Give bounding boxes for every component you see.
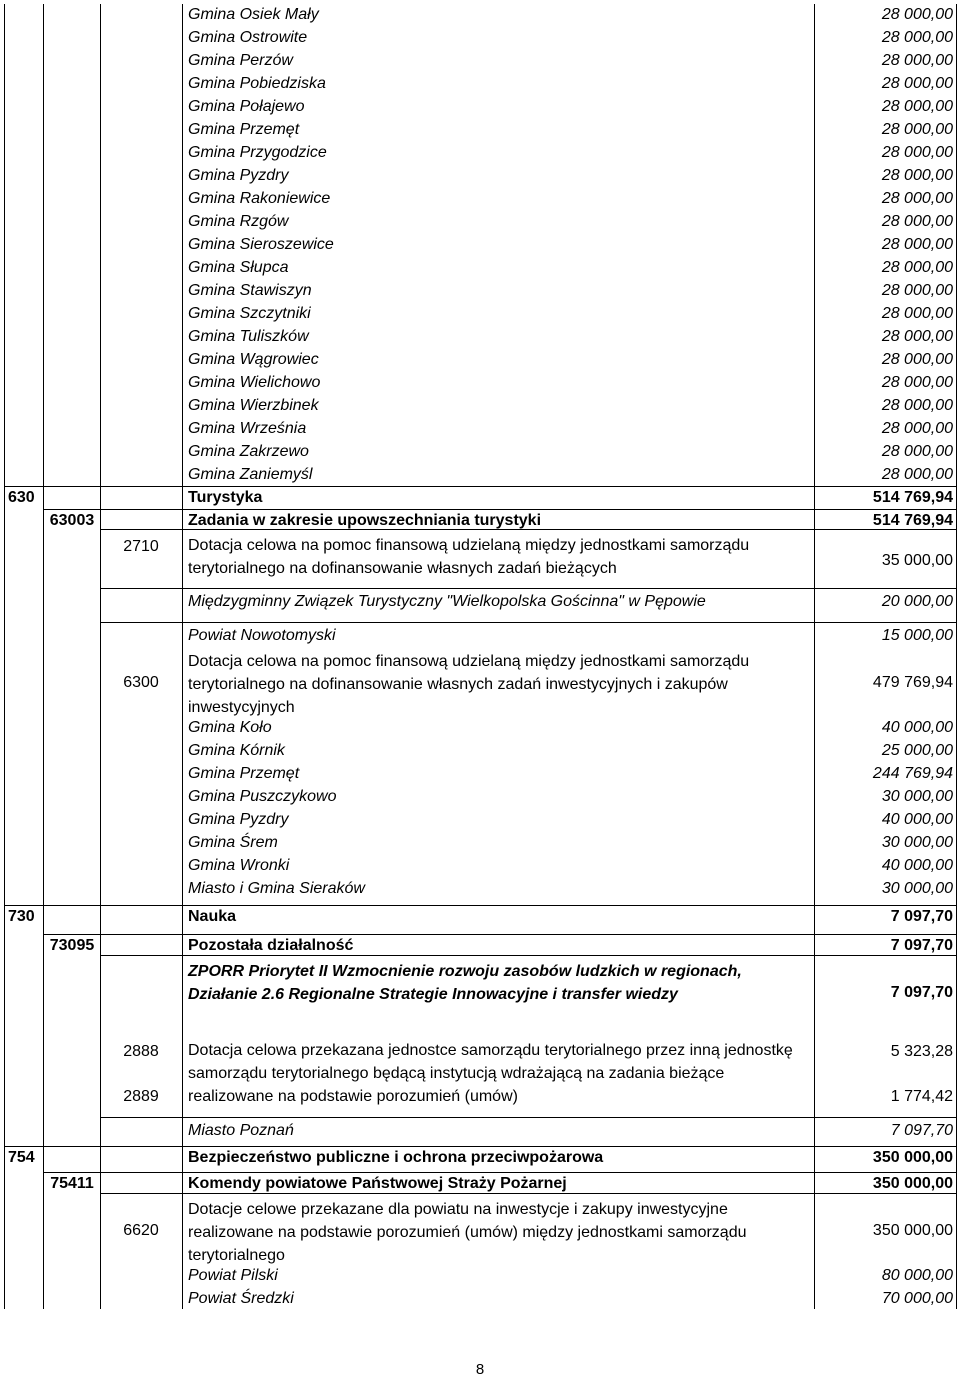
item-amount: 479 769,94: [872, 674, 953, 691]
item-name: Gmina Koło: [188, 719, 272, 736]
rozdzial-code: 73095: [49, 937, 95, 954]
item-amount: 28 000,00: [881, 236, 953, 253]
item-amount: 28 000,00: [881, 397, 953, 414]
item-amount: 28 000,00: [881, 351, 953, 368]
table-border-left: [4, 4, 5, 1309]
item-name: Gmina Ostrowite: [188, 29, 308, 46]
item-amount: 70 000,00: [881, 1290, 953, 1307]
paragraph-divider: [100, 1117, 956, 1118]
item-name: Gmina Zakrzewo: [188, 443, 309, 460]
item-name: Powiat Pilski: [188, 1267, 278, 1284]
item-name: Zadania w zakresie upowszechniania turystyki: [188, 512, 542, 529]
paragraf-code: 2710: [123, 538, 159, 555]
paragraf-code: 2888: [123, 1043, 159, 1060]
item-name: Gmina Rakoniewice: [188, 190, 331, 207]
item-name: Nauka: [188, 908, 237, 925]
item-name: Miasto Poznań: [188, 1122, 294, 1139]
chapter-divider: [43, 509, 956, 510]
item-amount: 28 000,00: [881, 121, 953, 138]
item-name: Dotacja celowa przekazana jednostce samorządu terytorialnego przez inną jednostkę samorządu terytorialnego będącą instytucją wdrażającą na zadania bieżące realizowane na podstawie porozumień (umów): [188, 1042, 793, 1105]
item-amount: 7 097,70: [890, 937, 953, 954]
item-name: Gmina Stawiszyn: [188, 282, 312, 299]
rozdzial-code: 63003: [49, 512, 95, 529]
item-amount: 30 000,00: [881, 880, 953, 897]
item-amount: 28 000,00: [881, 466, 953, 483]
item-amount: 30 000,00: [881, 834, 953, 851]
section-divider: [4, 486, 956, 487]
item-amount: 7 097,70: [890, 984, 953, 1001]
item-amount: 28 000,00: [881, 213, 953, 230]
item-amount: 514 769,94: [872, 512, 953, 529]
item-name: Dotacja celowa na pomoc finansową udzielaną między jednostkami samorządu terytorialnego na dofinansowanie własnych zadań inwestycyjnych i zakupów inwestycyjnych: [188, 653, 750, 716]
item-amount: 28 000,00: [881, 443, 953, 460]
section-divider: [4, 1146, 956, 1147]
item-amount: 40 000,00: [881, 857, 953, 874]
item-name: Dotacja celowa na pomoc finansową udzielaną między jednostkami samorządu terytorialnego na dofinansowanie własnych zadań bieżących: [188, 537, 750, 577]
item-amount: 350 000,00: [872, 1175, 953, 1192]
chapter-divider: [43, 1172, 956, 1173]
item-amount: 30 000,00: [881, 788, 953, 805]
item-name: Gmina Śrem: [188, 834, 278, 851]
paragraph-divider: [100, 955, 956, 956]
item-name: Gmina Sieroszewice: [188, 236, 334, 253]
item-name: Gmina Puszczykowo: [188, 788, 337, 805]
dzial-code: 730: [8, 908, 35, 925]
item-amount: 28 000,00: [881, 282, 953, 299]
item-amount: 28 000,00: [881, 6, 953, 23]
item-amount: 15 000,00: [881, 627, 953, 644]
item-name: Powiat Nowotomyski: [188, 627, 336, 644]
chapter-divider: [43, 934, 956, 935]
item-amount: 40 000,00: [881, 719, 953, 736]
paragraf-code: 6300: [123, 674, 159, 691]
item-name: Międzygminny Związek Turystyczny "Wielkopolska Gościnna" w Pępowie: [188, 593, 706, 610]
item-amount: 28 000,00: [881, 167, 953, 184]
item-amount: 7 097,70: [890, 908, 953, 925]
item-amount: 1 774,42: [890, 1088, 953, 1105]
item-name: Gmina Kórnik: [188, 742, 285, 759]
item-name: Gmina Osiek Mały: [188, 6, 319, 23]
item-name: Gmina Wągrowiec: [188, 351, 319, 368]
item-amount: 28 000,00: [881, 374, 953, 391]
paragraph-divider: [100, 529, 956, 530]
paragraph-divider: [100, 1193, 956, 1194]
table-border-right: [956, 4, 957, 1309]
item-amount: 350 000,00: [872, 1149, 953, 1166]
item-name: Powiat Średzki: [188, 1290, 294, 1307]
item-amount: 35 000,00: [881, 552, 953, 569]
item-name: ZPORR Priorytet II Wzmocnienie rozwoju zasobów ludzkich w regionach, Działanie 2.6 Regionalne Strategie Innowacyjne i transfer wiedzy: [188, 963, 742, 1003]
item-name: Gmina Zaniemyśl: [188, 466, 313, 483]
item-amount: 28 000,00: [881, 144, 953, 161]
column-divider-paragraf: [182, 4, 183, 1309]
item-name: Bezpieczeństwo publiczne i ochrona przeciwpożarowa: [188, 1149, 604, 1166]
item-name: Gmina Wierzbinek: [188, 397, 319, 414]
item-amount: 80 000,00: [881, 1267, 953, 1284]
column-divider-rozdzial: [100, 4, 101, 1309]
item-amount: 350 000,00: [872, 1222, 953, 1239]
item-amount: 40 000,00: [881, 811, 953, 828]
item-amount: 28 000,00: [881, 98, 953, 115]
item-name: Gmina Tuliszków: [188, 328, 309, 345]
item-name: Gmina Przygodzice: [188, 144, 327, 161]
page-number: 8: [475, 1361, 485, 1378]
paragraf-code: 6620: [123, 1222, 159, 1239]
item-name: Komendy powiatowe Państwowej Straży Pożarnej: [188, 1175, 567, 1192]
item-amount: 5 323,28: [890, 1043, 953, 1060]
paragraph-divider: [100, 622, 956, 623]
column-divider-dzial: [43, 4, 44, 1309]
item-amount: 28 000,00: [881, 190, 953, 207]
item-name: Gmina Wronki: [188, 857, 290, 874]
item-name: Miasto i Gmina Sieraków: [188, 880, 365, 897]
item-name: Gmina Perzów: [188, 52, 293, 69]
rozdzial-code: 75411: [50, 1175, 94, 1192]
item-amount: 244 769,94: [872, 765, 953, 782]
item-name: Gmina Połajewo: [188, 98, 305, 115]
item-name: Gmina Przemęt: [188, 121, 300, 138]
column-divider-amount: [814, 4, 815, 1309]
item-amount: 20 000,00: [881, 593, 953, 610]
item-name: Gmina Pyzdry: [188, 811, 289, 828]
item-amount: 28 000,00: [881, 259, 953, 276]
item-name: Gmina Pobiedziska: [188, 75, 326, 92]
item-name: Gmina Września: [188, 420, 307, 437]
paragraph-divider: [100, 588, 956, 589]
item-amount: 28 000,00: [881, 305, 953, 322]
item-amount: 28 000,00: [881, 29, 953, 46]
item-name: Gmina Wielichowo: [188, 374, 321, 391]
dzial-code: 630: [8, 489, 35, 506]
item-name: Gmina Przemęt: [188, 765, 300, 782]
item-name: Pozostała działalność: [188, 937, 354, 954]
item-name: Gmina Rzgów: [188, 213, 289, 230]
item-amount: 514 769,94: [872, 489, 953, 506]
item-name: Gmina Szczytniki: [188, 305, 311, 322]
item-name: Turystyka: [188, 489, 263, 506]
item-amount: 7 097,70: [890, 1122, 953, 1139]
item-amount: 28 000,00: [881, 52, 953, 69]
item-name: Gmina Pyzdry: [188, 167, 289, 184]
item-amount: 25 000,00: [881, 742, 953, 759]
dzial-code: 754: [8, 1149, 35, 1166]
item-amount: 28 000,00: [881, 328, 953, 345]
item-amount: 28 000,00: [881, 75, 953, 92]
item-amount: 28 000,00: [881, 420, 953, 437]
paragraf-code: 2889: [123, 1088, 159, 1105]
section-divider: [4, 905, 956, 906]
item-name: Dotacje celowe przekazane dla powiatu na inwestycje i zakupy inwestycyjne realizowane na podstawie porozumień (umów) między jednostkami samorządu terytorialnego: [188, 1201, 747, 1264]
item-name: Gmina Słupca: [188, 259, 289, 276]
